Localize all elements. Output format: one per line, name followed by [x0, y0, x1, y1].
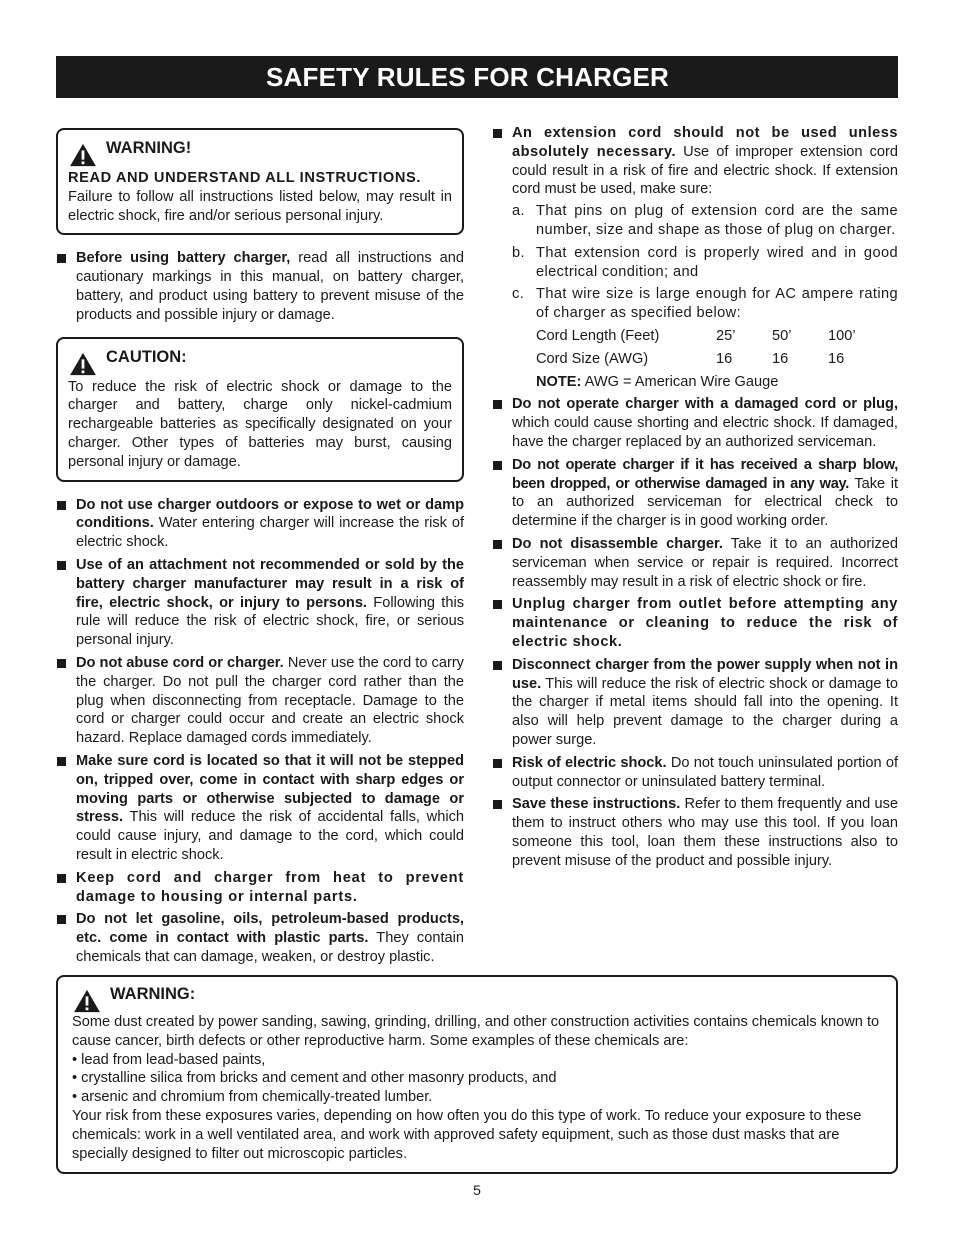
rule-text: Water entering charger will increase the risk of electric shock.: [76, 515, 464, 551]
list-item: [56, 249, 464, 324]
right-column: [492, 124, 898, 874]
rule-list-right: [492, 124, 898, 870]
rule-text: Never use the cord to carry the charger. Do not pull the charger cord rather than the plug when disconnecting from receptacle. Damage to the cord or charger could occur and create an electric shock hazard. Replace damaged cords immediately.: [76, 654, 464, 747]
rule-bold: Do not abuse cord or charger.: [76, 654, 284, 671]
rule-text: read all instructions and cautionary markings in this manual, on battery charger, battery, and product using battery to prevent misuse of the products and possible injury or damage.: [76, 250, 464, 323]
rule-bold: Risk of electric shock.: [512, 754, 667, 771]
bullet-square-icon: [493, 759, 502, 768]
bullet-square-icon: [57, 874, 66, 883]
warning-triangle-icon: [68, 352, 98, 376]
rule-bold: An extension cord should not be used unless absolutely necessary.: [512, 125, 898, 160]
cell: 50’: [772, 327, 792, 344]
extension-sub-list: [512, 202, 898, 323]
bullet-square-icon: [493, 400, 502, 409]
caution-box: [56, 337, 464, 482]
rule-bold: Do not operate charger if it has received a sharp blow, been dropped, or otherwise damaged in any way.: [512, 456, 898, 492]
rule-text: Refer to them frequently and use them to instruct others who may use this tool. If you loan someone this tool, loan them these instructions also to prevent misuse of the product and possible injury.: [512, 796, 898, 869]
list-item: [56, 496, 464, 552]
cell: 16: [772, 350, 789, 367]
sub-label: b.: [512, 244, 525, 261]
page-number: 5: [473, 1182, 481, 1198]
note-label: NOTE:: [536, 373, 582, 390]
list-item: [492, 535, 898, 591]
sub-item: [512, 285, 898, 323]
note-text: AWG = American Wire Gauge: [581, 373, 779, 390]
bullet-square-icon: [57, 254, 66, 263]
bullet-square-icon: [493, 540, 502, 549]
rule-text: Use of improper extension cord could result in a risk of fire and electric shock. If extension cord must be used, make sure:: [512, 143, 898, 198]
rule-bold: Save these instructions.: [512, 796, 681, 813]
bullet-square-icon: [57, 501, 66, 510]
list-item: [56, 654, 464, 748]
warning-triangle-icon: [68, 143, 98, 167]
chemical-warning-outro: Your risk from these exposures varies, depending on how often you do this type of work. To reduce your exposure to these chemicals: work in a well ventilated area, and work with approved safety equipment, such as those dust masks that are specially designed to filter out microscopic particles.: [72, 1107, 862, 1162]
bullet-square-icon: [493, 461, 502, 470]
extension-cord-rule: [492, 124, 898, 391]
warning-box-header: [68, 137, 452, 167]
list-item: • crystalline silica from bricks and cement and other masonry products, and: [72, 1070, 557, 1087]
chemical-warning-header: [72, 983, 884, 1013]
rule-bold: Do not let gasoline, oils, petroleum-based products, etc. come in contact with plastic parts.: [76, 911, 464, 947]
rule-text: They contain chemicals that can damage, weaken, or destroy plastic.: [76, 930, 464, 965]
bullet-square-icon: [57, 659, 66, 668]
rule-bold: Unplug charger from outlet before attempting any maintenance or cleaning to reduce the risk of electric shock.: [512, 596, 898, 650]
sub-text: That pins on plug of extension cord are the same number, size and shape as those of plug on charger.: [536, 203, 898, 238]
sub-text: That extension cord is properly wired and in good electrical condition; and: [536, 244, 898, 280]
cell: Cord Length (Feet): [536, 327, 660, 344]
cell: 16: [716, 350, 733, 367]
list-item: [492, 456, 898, 531]
bullet-square-icon: [57, 757, 66, 766]
rule-text: which could cause shorting and electric shock. If damaged, have the charger replaced by an authorized serviceman.: [512, 415, 898, 450]
left-column: [56, 128, 464, 971]
list-item: [56, 752, 464, 865]
list-item: [56, 869, 464, 907]
sub-item: [512, 244, 898, 282]
bullet-square-icon: [493, 661, 502, 670]
awg-note: [536, 373, 898, 392]
bullet-square-icon: [493, 129, 502, 138]
list-item: • lead from lead-based paints,: [72, 1051, 266, 1068]
rule-text: Take it to an authorized serviceman when service or repair is required. Incorrect reassembly may result in a risk of electric shock or fire.: [512, 535, 898, 590]
list-item: [56, 910, 464, 966]
cord-size-row: [536, 350, 898, 369]
cell: Cord Size (AWG): [536, 350, 649, 367]
rule-bold: Use of an attachment not recommended or sold by the battery charger manufacturer may result in a risk of fire, electric shock, or injury to persons.: [76, 556, 464, 611]
warning-box-title: WARNING!: [106, 139, 192, 157]
rule-bold: Disconnect charger from the power supply when not in use.: [512, 656, 898, 692]
list-item: [492, 395, 898, 451]
sub-text: That wire size is large enough for AC ampere rating of charger as specified below:: [536, 286, 898, 322]
list-item: [56, 556, 464, 650]
rule-text: This will reduce the risk of accidental falls, which could cause injury, and damage to the cord, which could result in electric shock.: [76, 809, 464, 863]
rule-bold: Do not use charger outdoors or expose to wet or damp conditions.: [76, 496, 464, 532]
list-item: [492, 656, 898, 750]
list-item: [492, 754, 898, 792]
cell: 25’: [716, 327, 736, 344]
rule-list-left: [56, 496, 464, 967]
rule-bold: Do not disassemble charger.: [512, 535, 723, 552]
caution-box-header: [68, 346, 452, 376]
list-item: [492, 595, 898, 651]
chemical-warning-intro: Some dust created by power sanding, sawing, grinding, drilling, and other construction activities contains chemicals known to cause cancer, birth defects or other reproductive harm. Some examples of these chemicals are:: [72, 1014, 880, 1049]
chemical-warning-title: WARNING:: [110, 985, 196, 1003]
list-item: [492, 795, 898, 870]
rule-bold: Before using battery charger,: [76, 250, 291, 267]
bullet-square-icon: [57, 915, 66, 924]
warning-box-heading: READ AND UNDERSTAND ALL INSTRUCTIONS.: [68, 170, 421, 186]
rule-bold: Keep cord and charger from heat to prevent damage to housing or internal parts.: [76, 869, 464, 905]
caution-box-title: CAUTION:: [106, 347, 187, 366]
cord-length-row: [536, 327, 898, 346]
cell: 16: [828, 350, 845, 367]
rule-text: Take it to an authorized serviceman for electrical check to determine if the charger is in good working order.: [512, 475, 898, 530]
rule-bold: Do not operate charger with a damaged cord or plug,: [512, 396, 898, 413]
chemical-warning-box: [56, 975, 898, 1174]
rule-bold: Make sure cord is located so that it will not be stepped on, tripped over, come in contact with sharp edges or moving parts or otherwise subjected to damage or stress.: [76, 752, 464, 826]
cell: 100’: [828, 327, 856, 344]
warning-box: [56, 128, 464, 235]
rule-text: Do not touch uninsulated portion of output connector or uninsulated battery terminal.: [512, 754, 898, 790]
bullet-square-icon: [493, 800, 502, 809]
rule-text: Following this rule will reduce the risk of electric shock, fire, or serious personal injury.: [76, 594, 464, 649]
sub-label: a.: [512, 203, 525, 220]
warning-triangle-icon: [72, 989, 102, 1013]
warning-box-text: Failure to follow all instructions listed below, may result in electric shock, fire and/or serious personal injury.: [68, 188, 452, 224]
bullet-square-icon: [57, 561, 66, 570]
list-item: • arsenic and chromium from chemically-treated lumber.: [72, 1089, 433, 1106]
rule-text: This will reduce the risk of electric shock or damage to the charger if metal items should fall into the opening. It also will help prevent damage to the charger during a power surge.: [512, 675, 898, 748]
page-title: SAFETY RULES FOR CHARGER: [56, 56, 898, 98]
sub-label: c.: [512, 286, 525, 303]
bullet-square-icon: [493, 600, 502, 609]
rule-list-before: [56, 249, 464, 324]
sub-item: [512, 202, 898, 240]
caution-box-text: To reduce the risk of electric shock or damage to the charger and battery, charge only nickel-cadmium rechargeable batteries as specifically designated on your charger. Other types of batteries may burst, causing personal injury or damage.: [68, 378, 452, 470]
